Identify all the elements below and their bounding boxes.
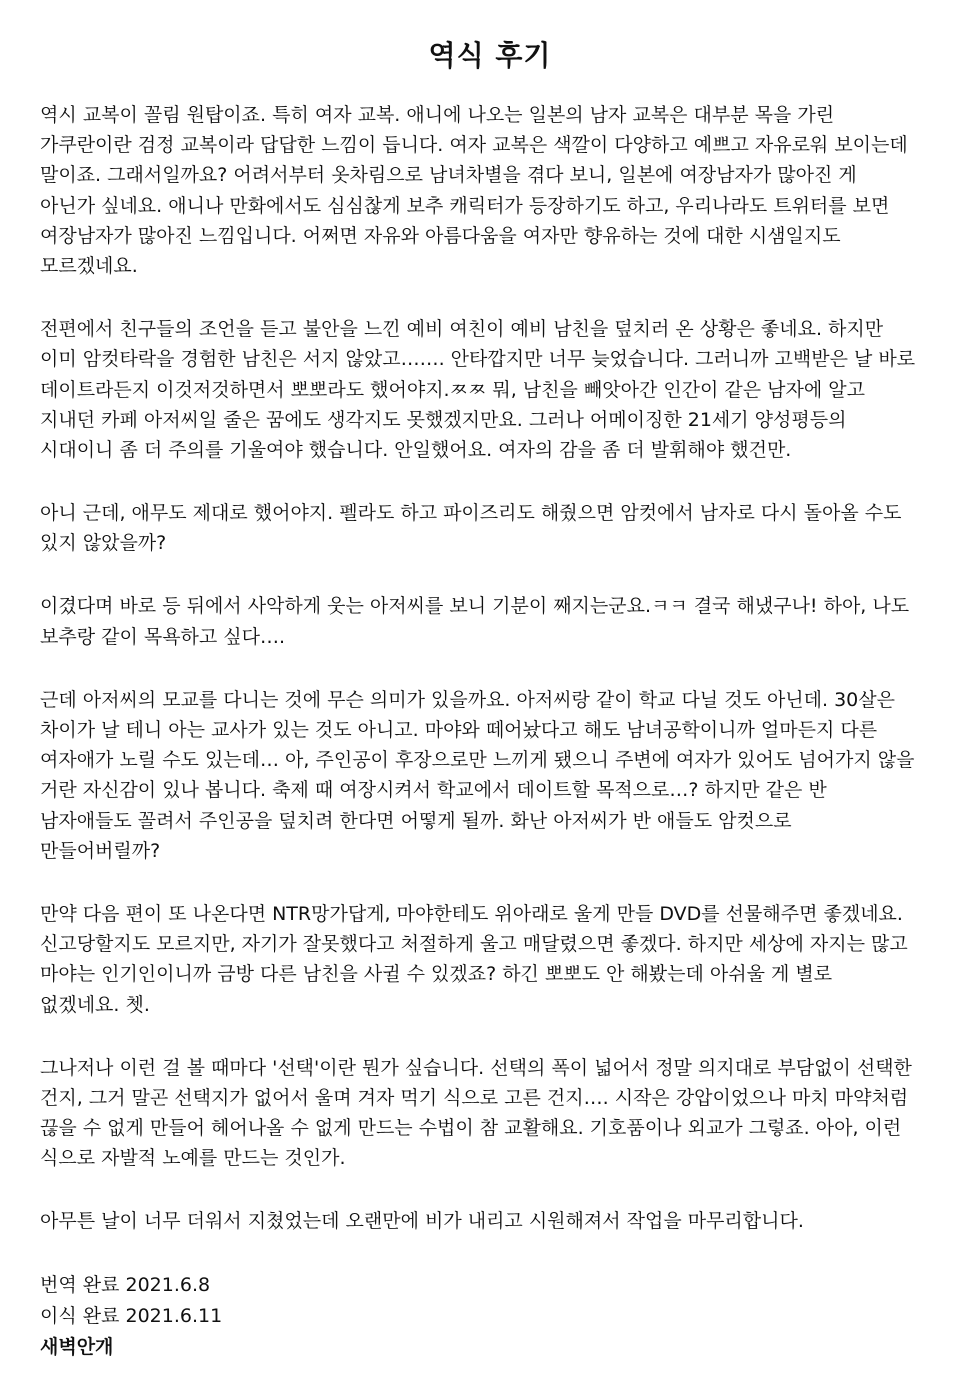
text-line: 이미 암컷타락을 경험한 남친은 서지 않았고……. 안타깝지만 너무 늦었습니다. 그러니까 고백받은 날 바로 [40,348,916,371]
paragraph-6 [40,899,940,1020]
paragraph-1 [40,100,940,281]
text-line: 아니 근데, 애무도 제대로 했어야지. 펠라도 하고 파이즈리도 해줬으면 암컷에서 남자로 다시 돌아올 수도 [40,502,902,525]
text-line: 보추랑 같이 목욕하고 싶다…. [40,625,286,648]
text-line: 가쿠란이란 검정 교복이라 답답한 느낌이 듭니다. 여자 교복은 색깔이 다양하고 예쁘고 자유로워 보이는데 [40,134,908,157]
text-line: 남자애들도 꼴려서 주인공을 덮치려 한다면 어떻게 될까. 화난 아저씨가 반 애들도 암컷으로 [40,809,792,832]
text-line: 데이트라든지 이것저것하면서 뽀뽀라도 했어야지.ㅉㅉ 뭐, 남친을 빼앗아간 인간이 같은 남자에 알고 [40,378,865,401]
paragraph-7 [40,1053,940,1174]
translator-signature: 새벽안개 [40,1335,114,1358]
text-line: 아무튼 날이 너무 더워서 지쳤었는데 오랜만에 비가 내리고 시원해져서 작업을 마무리합니다. [40,1210,804,1233]
afterword-body [40,100,940,1363]
translation-date: 번역 완료 2021.6.8 [40,1273,211,1296]
text-line: 여자애가 노릴 수도 있는데… 아, 주인공이 후장으로만 느끼게 됐으니 주변에 여자가 있어도 넘어가지 않을 [40,749,915,772]
text-line: 지내던 카페 아저씨일 줄은 꿈에도 생각지도 못했겠지만요. 그러나 어메이징한 21세기 양성평등의 [40,408,847,431]
text-line: 전편에서 친구들의 조언을 듣고 불안을 느낀 예비 여친이 예비 남친을 덮치러 온 상황은 좋네요. 하지만 [40,318,884,341]
text-line: 있지 않았을까? [40,532,167,555]
text-line: 말이죠. 그래서일까요? 어려서부터 옷차림으로 남녀차별을 겪다 보니, 일본에 여장남자가 많아진 게 [40,164,857,187]
text-line: 아닌가 싶네요. 애니나 만화에서도 심심찮게 보추 캐릭터가 등장하기도 하고, 우리나라도 트위터를 보면 [40,194,890,217]
text-line: 만약 다음 편이 또 나온다면 NTR망가답게, 마야한테도 위아래로 울게 만들 DVD를 선물해주면 좋겠네요. [40,902,903,925]
text-line: 만들어버릴까? [40,839,161,862]
text-line: 시대이니 좀 더 주의를 기울여야 했습니다. 안일했어요. 여자의 감을 좀 더 발휘해야 했건만. [40,438,792,461]
text-line: 여장남자가 많아진 느낌입니다. 어쩌면 자유와 아름다움을 여자만 향유하는 것에 대한 시샘일지도 [40,224,841,247]
paragraph-5 [40,685,940,866]
credits [40,1270,940,1363]
text-line: 없겠네요. 쳇. [40,993,150,1016]
text-line: 그나저나 이런 걸 볼 때마다 '선택'이란 뭔가 싶습니다. 선택의 폭이 넓어서 정말 의지대로 부담없이 선택한 [40,1056,912,1079]
text-line: 근데 아저씨의 모교를 다니는 것에 무슨 의미가 있을까요. 아저씨랑 같이 학교 다닐 것도 아닌데. 30살은 [40,688,895,711]
text-line: 끊을 수 없게 만들어 헤어나올 수 없게 만드는 수법이 참 교활해요. 기호품이나 외교가 그렇죠. 아아, 이런 [40,1117,902,1140]
text-line: 건지, 그거 말곤 선택지가 없어서 울며 겨자 먹기 식으로 고른 건지…. 시작은 강압이었으나 마치 마약처럼 [40,1086,909,1109]
typesetting-date: 이식 완료 2021.6.11 [40,1304,223,1327]
text-line: 신고당할지도 모르지만, 자기가 잘못했다고 처절하게 울고 매달렸으면 좋겠다. 하지만 세상에 자지는 많고 [40,933,908,956]
text-line: 차이가 날 테니 아는 교사가 있는 것도 아니고. 마야와 떼어놨다고 해도 남녀공학이니까 얼마든지 다른 [40,719,878,741]
paragraph-4 [40,591,940,651]
paragraph-8 [40,1206,940,1236]
paragraph-2 [40,314,940,465]
text-line: 마야는 인기인이니까 금방 다른 남친을 사귈 수 있겠죠? 하긴 뽀뽀도 안 해봤는데 아쉬울 게 별로 [40,963,833,986]
text-line: 이겼다며 바로 등 뒤에서 사악하게 웃는 아저씨를 보니 기분이 째지는군요.ㅋㅋ 결국 해냈구나! 하아, 나도 [40,595,910,618]
paragraph-3 [40,498,940,558]
text-line: 역시 교복이 꼴림 원탑이죠. 특히 여자 교복. 애니에 나오는 일본의 남자 교복은 대부분 목을 가린 [40,104,835,126]
text-line: 거란 자신감이 있나 봅니다. 축제 때 여장시켜서 학교에서 데이트할 목적으로…? 하지만 같은 반 [40,779,827,802]
text-line: 모르겠네요. [40,254,138,277]
text-line: 식으로 자발적 노예를 만드는 것인가. [40,1147,346,1170]
page-title: 역식 후기 [428,39,552,72]
